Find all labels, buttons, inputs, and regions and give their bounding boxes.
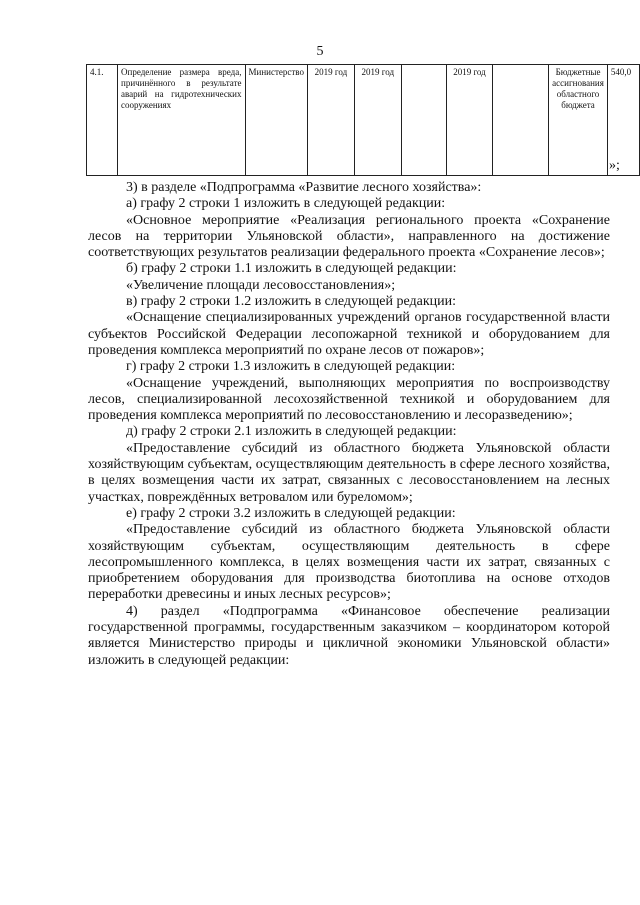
paragraph: 3) в разделе «Подпрограмма «Развитие лесного хозяйства»: <box>126 180 482 195</box>
document-body <box>88 180 610 669</box>
paragraph: 4) раздел «Подпрограмма «Финансовое обеспечение реализации государственной программы, государственным заказчиком – координатором которой является Министерство природы и цикличной экономики Ульяновской области» изложить в следующей редакции: <box>88 603 610 668</box>
paragraph: а) графу 2 строки 1 изложить в следующей редакции: <box>126 196 446 212</box>
paragraph: д) графу 2 строки 2.1 изложить в следующей редакции: <box>126 424 457 440</box>
paragraph: «Оснащение учреждений, выполняющих мероприятия по воспроизводству лесов, специализированной лесохозяйственной техникой и оборудованием для проведения комплекса мероприятий по лесовосстановлению и лесоразведению»; <box>88 375 610 424</box>
paragraph: «Увеличение площади лесовосстановления»; <box>126 277 396 293</box>
table-row <box>87 65 640 176</box>
paragraph: «Предоставление субсидий из областного бюджета Ульяновской области хозяйствующим субъектам, осуществляющим деятельность в сфере лесопромышленного комплекса, в целях возмещения части их затрат, связанных с приобретением оборудования для производства биотоплива на основе отходов переработки древесины и иных лесных ресурсов»; <box>88 522 610 603</box>
empty-cell <box>401 65 446 176</box>
paragraph: «Предоставление субсидий из областного бюджета Ульяновской области хозяйствующим субъектам, осуществляющим деятельность в сфере лесного хозяйства, в целях возмещения части их затрат, связанных с лесовосстановлением на лесных участках, повреждённых ветровалом или буреломом»; <box>88 440 610 505</box>
paragraph: б) графу 2 строки 1.1 изложить в следующей редакции: <box>126 261 457 277</box>
closing-quote: »; <box>609 158 620 173</box>
funding-source: Бюджетные ассигнования областного бюджета <box>549 65 608 176</box>
executor: Министерство <box>245 65 308 176</box>
paragraph: «Оснащение специализированных учреждений органов государственной власти субъектов Российской Федерации лесопожарной техникой и оборудованием для проведения комплекса мероприятий по охране лесов от пожаров»; <box>88 310 610 358</box>
paragraph: г) графу 2 строки 1.3 изложить в следующей редакции: <box>126 359 456 375</box>
empty-cell <box>493 65 549 176</box>
amount: 540,0 <box>607 65 639 176</box>
row-number: 4.1. <box>87 65 118 176</box>
year-result: 2019 год <box>446 65 493 176</box>
year-start: 2019 год <box>308 65 355 176</box>
paragraph: е) графу 2 строки 3.2 изложить в следующей редакции: <box>126 505 456 521</box>
page-number: 5 <box>316 44 324 59</box>
paragraph: «Основное мероприятие «Реализация регионального проекта «Сохранение лесов на территории Ульяновской области», направленного на достижение соответствующих результатов реализации федерального проекта «Сохранение лесов»; <box>88 212 610 261</box>
year-end: 2019 год <box>354 65 401 176</box>
measure-name: Определение размера вреда, причинённого в результате аварий на гидротехнических сооружениях <box>118 65 246 176</box>
program-table <box>86 64 640 176</box>
paragraph: в) графу 2 строки 1.2 изложить в следующей редакции: <box>126 294 457 310</box>
